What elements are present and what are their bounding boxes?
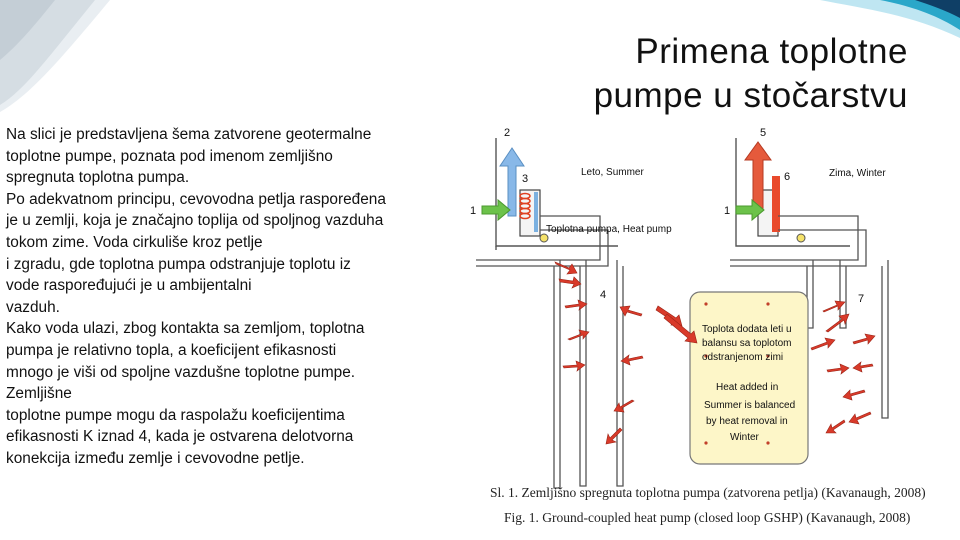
figure-caption-serbian: Sl. 1. Zemljišno spregnuta toplotna pumpa (zatvorena petlja) (Kavanaugh, 2008) <box>490 485 926 500</box>
body-line: spregnuta toplotna pumpa. <box>6 169 190 187</box>
body-line: tokom zime. Voda cirkuliše kroz petlje <box>6 233 263 251</box>
figure-caption-english: Fig. 1. Ground-coupled heat pump (closed loop GSHP) (Kavanaugh, 2008) <box>504 510 911 525</box>
label-7: 7 <box>858 293 865 305</box>
box-line: Summer is balanced <box>704 400 796 411</box>
body-line: vazduh. <box>6 298 60 316</box>
heat-pump-diagram <box>468 118 928 536</box>
box-line: Winter <box>730 432 759 443</box>
body-line: vode raspoređujući je u ambijentalni <box>6 277 252 295</box>
label-6: 6 <box>784 171 791 183</box>
box-line: Toplota dodata leti u <box>702 324 792 335</box>
corner-decoration-left <box>0 0 120 115</box>
body-line: Zemljišne <box>6 385 72 403</box>
label-5: 5 <box>760 127 767 139</box>
box-line: balansu sa toplotom <box>702 338 792 349</box>
label-heat-pump: Toplotna pumpa, Heat pump <box>546 224 672 235</box>
heat-arrows <box>555 262 697 444</box>
body-line: toplotne pumpe mogu da raspolažu koeficijentima <box>6 406 345 424</box>
label-summer: Leto, Summer <box>581 167 644 178</box>
title-line-2: pumpe u stočarstvu <box>593 76 908 115</box>
title-line-1: Primena toplotne <box>635 32 908 71</box>
slide-title <box>488 30 908 118</box>
label-4: 4 <box>600 289 607 301</box>
body-line: toplotne pumpe, poznata pod imenom zemljišno <box>6 147 333 165</box>
slide-body-text <box>6 124 458 470</box>
pump-icon <box>797 234 805 242</box>
body-line: Po adekvatnom principu, cevovodna petlja raspoređena <box>6 190 386 208</box>
body-line: i zgradu, gde toplotna pumpa odstranjuje toplotu iz <box>6 255 351 273</box>
body-line: Kako voda ulazi, zbog kontakta sa zemljom, toplotna <box>6 320 365 338</box>
body-line: pumpa je relativno topla, a koeficijent efikasnosti <box>6 341 337 359</box>
label-1-left: 1 <box>470 205 477 217</box>
body-line: konekcija između zemlje i cevovodne petlje. <box>6 449 305 467</box>
body-line: efikasnosti K iznad 4, kada je ostvarena delotvorna <box>6 428 354 446</box>
heat-arrows <box>811 301 875 433</box>
label-winter: Zima, Winter <box>829 168 886 179</box>
box-line: Heat added in <box>716 382 779 393</box>
label-2: 2 <box>504 127 511 139</box>
label-3: 3 <box>522 173 529 185</box>
body-line: mnogo je viši od spoljne vazdušne toplotne pumpe. <box>6 363 356 381</box>
body-line: je u zemlji, koja je značajno toplija od spoljnog vazduha <box>6 212 384 230</box>
label-1-right: 1 <box>724 205 731 217</box>
box-line: by heat removal in <box>706 416 788 427</box>
ground-loop-left <box>476 216 623 488</box>
pump-icon <box>540 234 548 242</box>
box-line: odstranjenom zimi <box>702 352 784 363</box>
body-line: Na slici je predstavljena šema zatvorene geotermalne <box>6 126 372 143</box>
